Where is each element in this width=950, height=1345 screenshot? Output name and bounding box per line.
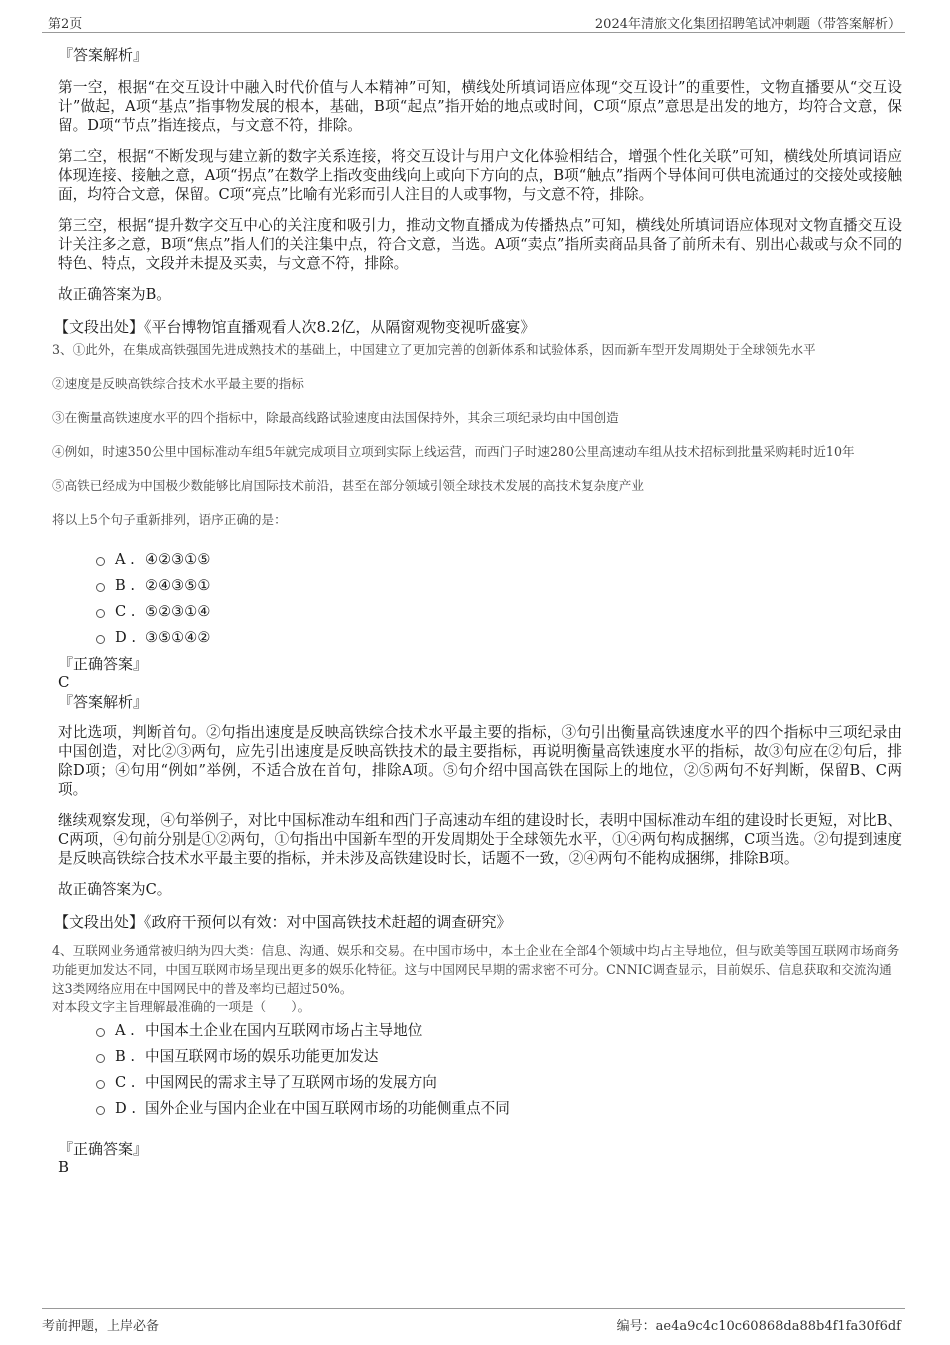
q3-answer: C (58, 673, 70, 691)
option-key: B . (115, 1048, 136, 1065)
q4-answer-label: 『正确答案』 (58, 1140, 149, 1158)
option-text: 中国互联网市场的娱乐功能更加发达 (145, 1048, 379, 1065)
option-key: D . (115, 1100, 136, 1117)
page-header (42, 10, 905, 33)
q4-option-b[interactable] (96, 1044, 902, 1070)
q2-source: 【文段出处】《平台博物馆直播观看人次8.2亿，从隔窗观物变视听盛宴》 (54, 318, 536, 336)
radio-icon[interactable] (96, 557, 105, 566)
option-text: ④②③①⑤ (145, 551, 211, 568)
q4-option-d[interactable] (96, 1096, 902, 1122)
q2-conclusion: 故正确答案为B。 (58, 286, 171, 303)
page-footer (42, 1308, 905, 1334)
q3-sentence-3: ③在衡量高铁速度水平的四个指标中，除最高线路试验速度由法国保持外，其余三项纪录均由中国创造 (52, 410, 619, 425)
q3-option-d[interactable] (96, 625, 902, 651)
q3-option-c[interactable] (96, 599, 902, 625)
option-text: 中国网民的需求主导了互联网市场的发展方向 (145, 1074, 437, 1091)
radio-icon[interactable] (96, 635, 105, 644)
q4-answer: B (58, 1158, 70, 1176)
option-text: ②④③⑤① (145, 577, 211, 594)
radio-icon[interactable] (96, 1028, 105, 1037)
page-content (52, 44, 902, 1176)
page-number: 第2页 (48, 17, 83, 32)
q3-sentence-5: ⑤高铁已经成为中国极少数能够比肩国际技术前沿，甚至在部分领域引领全球技术发展的高技术复杂度产业 (52, 478, 644, 493)
q4-options (96, 1018, 902, 1122)
q2-analysis-label: 『答案解析』 (58, 46, 149, 64)
q3-analysis-para-2: 继续观察发现，④句举例子，对比中国标准动车组和西门子高速动车组的建设时长，表明中国标准动车组的建设时长更短，对比B、C两项，④句前分别是①②两句，①句指出中国新车型的开发周期处于全球领先水平，①④两句构成捆绑，C项当选。②句提到速度是反映高铁综合技术水平最主要的指标，并未涉及高铁建设时长，话题不一致，②④两句不能构成捆绑，排除B项。 (58, 812, 902, 867)
q2-analysis-para-2: 第二空，根据“不断发现与建立新的数字关系连接，将交互设计与用户文化体验相结合，增强个性化关联”可知，横线处所填词语应体现连接、接触之意，A项“拐点”在数学上指改变曲线向上或向下方向的点，B项“触点”指两个导体间可供电流通过的交接处或接触面，均符合文意，保留。C项“亮点”比喻有光彩而引人注目的人或事物，与文意不符，排除。 (58, 148, 902, 203)
radio-icon[interactable] (96, 609, 105, 618)
q3-option-a[interactable] (96, 547, 902, 573)
option-key: A . (115, 1022, 135, 1039)
q3-sentence-4: ④例如，时速350公里中国标准动车组5年就完成项目立项到实际上线运营，而西门子时速280公里高速动车组从技术招标到批量采购耗时近10年 (52, 444, 855, 459)
q2-analysis-para-3: 第三空，根据“提升数字交互中心的关注度和吸引力，推动文物直播成为传播热点”可知，横线处所填词语应体现对文物直播交互设计关注多之意，B项“焦点”指人们的关注集中点，符合文意，当选。A项“卖点”指所卖商品具备了前所未有、别出心裁或与众不同的特色、特点，文段并未提及买卖，与文意不符，排除。 (58, 217, 902, 272)
q3-analysis-para-1: 对比选项，判断首句。②句指出速度是反映高铁综合技术水平最主要的指标，③句引出衡量高铁速度水平的四个指标中三项纪录由中国创造，对比②③两句，应先引出速度是反映高铁技术的最主要指标，再说明衡量高铁速度水平的指标，故③句应在②句后，排除D项；④句用“例如”举例，不适合放在首句，排除A项。⑤句介绍中国高铁在国际上的地位，②⑤两句不好判断，保留B、C两项。 (58, 724, 902, 798)
option-key: B . (115, 577, 136, 594)
footer-slogan: 考前押题，上岸必备 (42, 1319, 160, 1334)
option-text: ③⑤①④② (145, 629, 211, 646)
radio-icon[interactable] (96, 1054, 105, 1063)
q3-conclusion: 故正确答案为C。 (58, 881, 172, 898)
q3-options (96, 547, 902, 651)
q2-analysis-para-1: 第一空，根据“在交互设计中融入时代价值与人本精神”可知，横线处所填词语应体现“交互设计”的重要性，文物直播要从“交互设计”做起，A项“基点”指事物发展的根本，基础，B项“起点”指开始的地点或时间，C项“原点”意思是出发的地方，均符合文意，保留。D项“节点”指连接点，与文意不符，排除。 (58, 79, 902, 134)
q3-option-b[interactable] (96, 573, 902, 599)
option-text: 国外企业与国内企业在中国互联网市场的功能侧重点不同 (145, 1100, 510, 1117)
document-title: 2024年清旅文化集团招聘笔试冲刺题（带答案解析） (594, 17, 901, 32)
radio-icon[interactable] (96, 1106, 105, 1115)
option-key: C . (115, 603, 136, 620)
document-serial: 编号：ae4a9c4c10c60868da88b4f1fa30f6df (616, 1319, 901, 1334)
q4-stem: 4、互联网业务通常被归纳为四大类：信息、沟通、娱乐和交易。在中国市场中，本土企业在全部4个领域中均占主导地位，但与欧美等国互联网市场商务功能更加发达不同，中国互联网市场呈现出更多的娱乐化特征。这与中国网民早期的需求密不可分。CNNIC调查显示，目前娱乐、信息获取和交流沟通这3类网络应用在中国网民中的普及率均已超过50%。 (52, 943, 900, 996)
option-text: ⑤②③①④ (145, 603, 211, 620)
q4-prompt: 对本段文字主旨理解最准确的一项是（ ）。 (52, 999, 311, 1014)
q3-prompt: 将以上5个句子重新排列，语序正确的是： (52, 512, 287, 527)
radio-icon[interactable] (96, 1080, 105, 1089)
q3-sentence-2: ②速度是反映高铁综合技术水平最主要的指标 (52, 376, 304, 391)
option-key: D . (115, 629, 136, 646)
q4-option-a[interactable] (96, 1018, 902, 1044)
option-text: 中国本土企业在国内互联网市场占主导地位 (145, 1022, 423, 1039)
q3-source: 【文段出处】《政府干预何以有效：对中国高铁技术赶超的调查研究》 (54, 913, 512, 931)
q3-sentence-1: 3、①此外，在集成高铁强国先进成熟技术的基础上，中国建立了更加完善的创新体系和试验体系，因而新车型开发周期处于全球领先水平 (52, 342, 816, 357)
q4-option-c[interactable] (96, 1070, 902, 1096)
q3-analysis-label: 『答案解析』 (58, 693, 149, 711)
radio-icon[interactable] (96, 583, 105, 592)
q3-answer-label: 『正确答案』 (58, 655, 149, 673)
option-key: A . (115, 551, 135, 568)
option-key: C . (115, 1074, 136, 1091)
